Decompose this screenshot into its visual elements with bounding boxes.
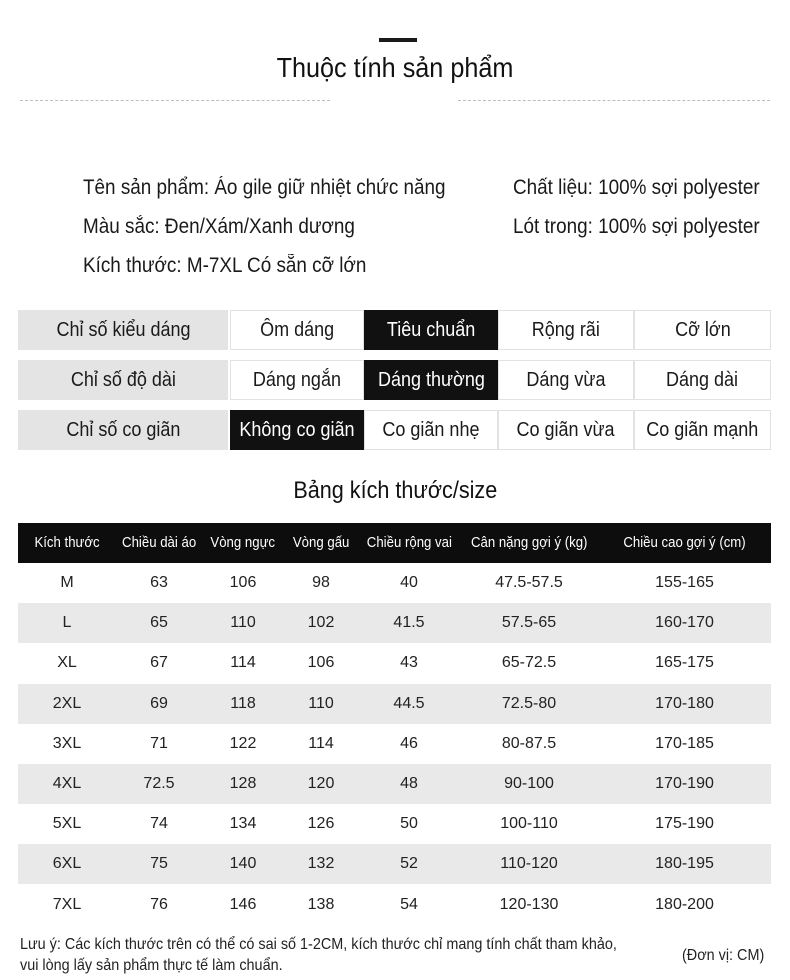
table-cell: 71 [150, 734, 168, 752]
table-cell: 110-120 [500, 855, 558, 873]
table-cell: 132 [307, 855, 335, 873]
attribute-option-selected: Tiêu chuẩn [364, 310, 498, 350]
table-cell: 43 [400, 654, 418, 672]
table-cell: 54 [400, 895, 418, 913]
table-cell: M [60, 574, 74, 591]
table-cell: 80-87.5 [501, 734, 557, 752]
table-row [18, 724, 771, 764]
table-cell: 3XL [52, 734, 82, 752]
table-cell: 120-130 [499, 895, 559, 913]
table-cell: L [62, 614, 72, 632]
attribute-option: Dáng dài [634, 360, 771, 400]
table-cell: 67 [150, 654, 168, 672]
table-cell: 134 [229, 815, 257, 833]
table-cell: 65 [150, 614, 168, 632]
table-cell: 76 [150, 895, 168, 913]
attribute-option: Cỡ lớn [634, 310, 771, 350]
attribute-row [18, 310, 771, 350]
footnote-line-1: Lưu ý: Các kích thước trên có thể có sai số 1-2CM, kích thước chỉ mang tính chất tham khảo, [20, 936, 617, 953]
table-cell: 160-170 [655, 614, 714, 632]
table-cell: 75 [150, 855, 168, 873]
attribute-option: Ôm dáng [230, 310, 364, 350]
attribute-option: Dáng vừa [498, 360, 634, 400]
table-cell: 63 [150, 574, 168, 591]
product-material: Chất liệu: 100% sợi polyester [513, 176, 760, 199]
footnote-line-2: vui lòng lấy sản phẩm thực tế làm chuẩn. [20, 957, 283, 974]
table-cell: 69 [150, 694, 168, 712]
table-cell: 165-175 [655, 654, 714, 672]
table-cell: 72.5-80 [501, 694, 557, 712]
size-chart-header-cell: Vòng gấu [292, 534, 350, 551]
table-cell: 41.5 [393, 614, 425, 632]
attribute-row [18, 360, 771, 400]
table-cell: 110 [308, 694, 334, 712]
table-row [18, 844, 771, 884]
table-cell: 175-190 [655, 815, 714, 833]
attribute-option-selected: Không co giãn [230, 410, 364, 450]
size-chart-title: Bảng kích thước/size [293, 477, 497, 504]
table-row [18, 804, 771, 844]
table-cell: 106 [229, 574, 257, 591]
attribute-label: Chỉ số co giãn [18, 410, 228, 450]
table-cell: 98 [312, 574, 330, 591]
table-cell: 40 [400, 574, 418, 591]
table-cell: 2XL [52, 694, 82, 712]
footnote [20, 934, 617, 976]
table-cell: 44.5 [393, 694, 425, 712]
table-cell: 110 [230, 614, 256, 632]
product-lining: Lót trong: 100% sợi polyester [513, 215, 760, 238]
table-cell: 48 [400, 775, 418, 792]
size-chart-header-cell: Chiều rộng vai [366, 534, 452, 551]
table-cell: 102 [307, 614, 335, 632]
table-cell: 4XL [52, 775, 82, 792]
table-cell: 47.5-57.5 [495, 574, 563, 591]
table-row [18, 764, 771, 804]
table-cell: 128 [229, 775, 257, 792]
table-cell: 118 [230, 694, 256, 712]
attribute-label: Chỉ số độ dài [18, 360, 228, 400]
table-cell: 122 [229, 734, 257, 752]
attribute-option: Dáng ngắn [230, 360, 364, 400]
table-cell: 65-72.5 [501, 654, 557, 672]
table-cell: 72.5 [143, 775, 175, 792]
product-name: Tên sản phẩm: Áo gile giữ nhiệt chức năng [83, 176, 446, 199]
product-size-range: Kích thước: M-7XL Có sẵn cỡ lớn [83, 254, 367, 277]
table-row [18, 684, 771, 724]
table-cell: 180-200 [655, 895, 714, 913]
table-cell: 52 [400, 855, 418, 873]
page-title: Thuộc tính sản phẩm [276, 52, 514, 83]
attribute-row [18, 410, 771, 450]
table-cell: 90-100 [504, 775, 554, 792]
table-cell: 170-190 [655, 775, 714, 792]
table-cell: 126 [307, 815, 335, 833]
size-chart-header-cell: Chiều cao gợi ý (cm) [623, 534, 746, 551]
attribute-label: Chỉ số kiểu dáng [18, 310, 228, 350]
attribute-option: Co giãn nhẹ [364, 410, 498, 450]
size-chart-header-cell: Kích thước [34, 534, 100, 551]
size-chart-header-cell: Chiều dài áo [121, 534, 197, 551]
attribute-option: Co giãn mạnh [634, 410, 771, 450]
table-cell: 46 [400, 734, 418, 752]
size-chart-header-cell: Vòng ngực [210, 534, 276, 551]
table-cell: 140 [229, 855, 257, 873]
table-cell: 100-110 [500, 815, 558, 833]
table-row [18, 563, 771, 603]
table-cell: 146 [229, 895, 257, 913]
table-cell: 170-180 [655, 694, 714, 712]
size-chart-header-row [18, 523, 771, 563]
table-cell: XL [57, 654, 77, 672]
dashed-divider-right [458, 100, 770, 101]
table-cell: 106 [307, 654, 335, 672]
table-row [18, 603, 771, 643]
attribute-option: Co giãn vừa [498, 410, 634, 450]
table-row [18, 885, 771, 925]
table-cell: 138 [307, 895, 335, 913]
table-cell: 6XL [52, 855, 82, 873]
table-cell: 155-165 [655, 574, 714, 591]
attribute-option: Rộng rãi [498, 310, 634, 350]
table-cell: 57.5-65 [501, 614, 557, 632]
table-cell: 5XL [52, 815, 82, 833]
table-cell: 74 [150, 815, 168, 833]
table-cell: 120 [307, 775, 335, 792]
table-cell: 7XL [52, 895, 82, 913]
unit-note: (Đơn vị: CM) [682, 947, 765, 964]
table-cell: 114 [230, 654, 256, 672]
table-cell: 114 [308, 734, 334, 752]
product-color: Màu sắc: Đen/Xám/Xanh dương [83, 215, 355, 238]
title-accent-bar [379, 38, 417, 42]
dashed-divider-left [20, 100, 330, 101]
table-row [18, 643, 771, 683]
table-cell: 170-185 [655, 734, 714, 752]
table-cell: 50 [400, 815, 418, 833]
attribute-option-selected: Dáng thường [364, 360, 498, 400]
size-chart-header-cell: Cân nặng gợi ý (kg) [470, 534, 588, 551]
table-cell: 180-195 [655, 855, 714, 873]
